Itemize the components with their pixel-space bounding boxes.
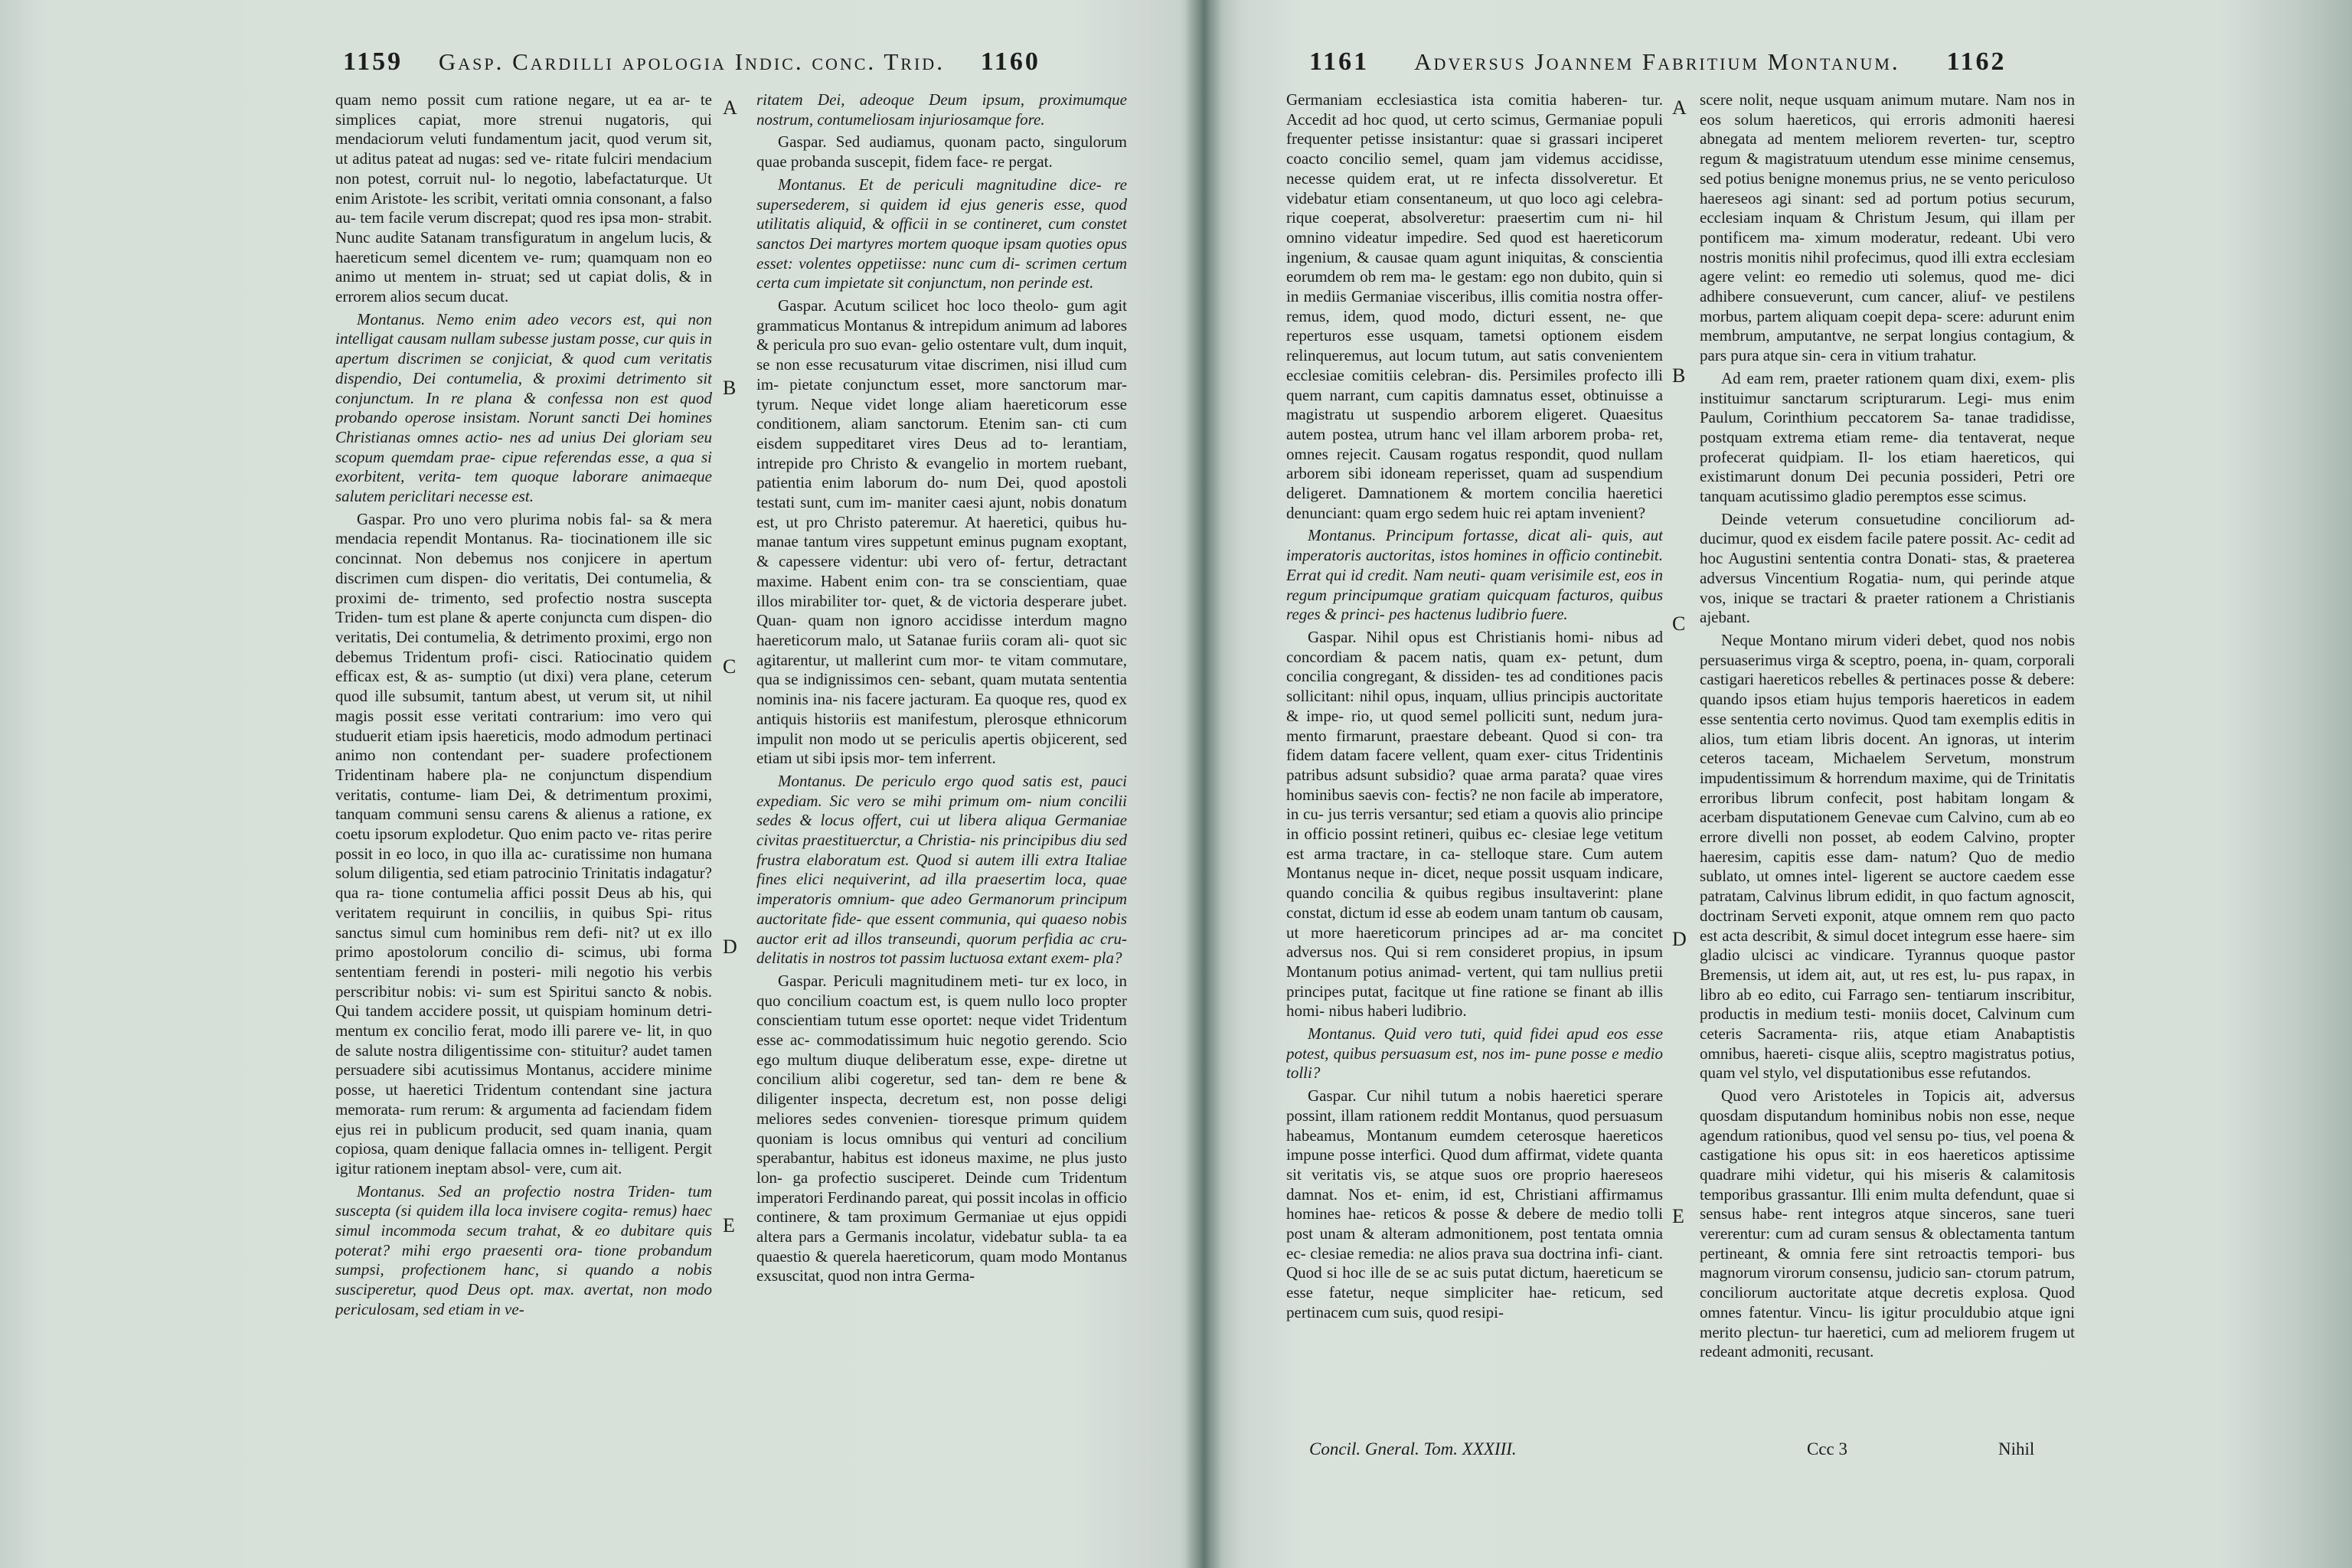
page-number-1162: 1162 [1946, 47, 2007, 76]
margin-letter-c: C [723, 655, 737, 678]
paragraph: Gaspar. Nihil opus est Christianis homi- nibus ad concordiam & pacem natis, quam ex- petunt, dum concilia congregant, & dissiden- tes ad conditiones pacis sollicitant: nihil opus, inquam, ullius principis auctoritate & impe- rio, ut quod semel polliciti sunt, nedum jura- mento firmarunt, praestare debeant. Quod si con- tra fidem datam facere vellent, quam exer- citus Tridentinis patribus adsunt subsidio? quae arma parata? quae vires hominibus saevis con- fectis? ne non facile ab imperatore, in cu- jus terris versantur; sed etiam a quovis alio principe in officio possint retineri, quibus ec- clesiae lege vetitum est arma tractare, in ca- stelloque stare. Cum autem Montanus neque in- dicet, neque possit usquam indicare, quando concilia & quibus regibus insultaverint: plane constat, dictum id esse ab eodem unam tantum ob causam, ut more haereticorum principes ad ar- ma concitet adversus nos. Qui si rem consideret propius, in ipsum Montanum potius animad- vertent, qui tam nullius pretii principes putat, facitque ut fine ratione se finant ab illis homi- nibus haberi ludibrio. [1286, 627, 1663, 1021]
paragraph: Quod vero Aristoteles in Topicis ait, adversus quosdam disputandum hominibus nobis non esse, neque agendum rationibus, quod vel sensu po- tius, vel poena & castigatione his opus sit: in eos haereticos aptissime quadrare mihi videtur, qui his miseris & calamitosis temporibus grassantur. Illi enim multa defendunt, quae si sensus habe- rent integros atque sinceros, sane tueri vererentur: cum ad curam sensus & oblectamenta tantum pertineant, & omnia fere sint retroactis tempori- bus magnorum virorum consensu, judicio san- ctorum patrum, conciliorum auctoritate atque decretis explosa. Quod omnes fatentur. Vincu- lis igitur proculdubio atque igni merito plectun- tur haeretici, cum ad meliorem frugem ut redeant admoniti, recusant. [1700, 1086, 2075, 1361]
signature-mark: Ccc 3 [1807, 1439, 1848, 1459]
paragraph: Montanus. Nemo enim adeo vecors est, qui non intelligat causam nullam subesse justam posse, cur quis in apertum discrimen se conjiciat, & quod cum veritatis dispendio, Dei contumelia, & proximi detrimento sit conjunctum. In re plana & confessa non est quod probando operose insistam. Norunt sancti Dei homines Christianas omnes actio- nes ad unius Dei gloriam seu scopum quemdam prae- cipue referendas esse, a qua si exorbitent, verita- tem quoque laborare animaeque salutem periclitari necesse est. [335, 309, 712, 506]
paragraph: Neque Montano mirum videri debet, quod nos nobis persuaserimus virga & sceptro, poena, in- quam, corporali castigari haereticos rebelles & pertinaces posse & debere: quando ipsos etiam hujus temporis haereticos in eadem esse sententia certo novimus. Quod tam exemplis editis in alios, tum etiam libris docent. An ignoras, ut interim ceteros taceam, Michaelem Servetum, monstrum impudentissimum & horrendum maxime, qui de Trinitatis erroribus librum confecit, post habitam longam & acerbam disputationem Genevae cum Calvino, cum ab eo errore divelli non posset, ab eodem Calvino, propter haeresim, capitis esse dam- natum? Quo de medio sublato, ut omnes intel- ligerent se auctore caedem esse patratam, Calvinus librum edidit, in quo factum agnoscit, doctrinam Serveti exponit, atque omnem rem quo pacto est acta describit, & simul docet integrum esse haere- sim gladio ulcisci ac vindicare. Tyrannus quoque pastor Bremensis, ut idem ait, aut, ut res est, lu- pus rapax, in libro ab eo edito, cui Farrago sen- tentiarum inscribitur, productis in medium testi- moniis docet, Calvinum cum ceteris Sacramenta- riis, atque etiam Anabaptistis omnibus, haereti- cisque aliis, sceptro magistratus potius, quam vel stylo, vel disputationibus esse refutandos. [1700, 630, 2075, 1083]
paragraph: ritatem Dei, adeoque Deum ipsum, proximumque nostrum, contumeliosam injuriosamque fore. [756, 90, 1127, 129]
footer-reference: Concil. Gneral. Tom. XXXIII. [1309, 1439, 1517, 1459]
paragraph: Gaspar. Acutum scilicet hoc loco theolo- gum agit grammaticus Montanus & intrepidum animum ad labores & pericula pro suo evan- gelio ostentare vult, dum inquit, se non esse recusaturum vitae discrimen, nisi illud cum im- pietate conjunctum esset, more sanctorum mar- tyrum. Neque videt longe aliam haereticorum esse conditionem, aliam sanctorum. Etenim san- cti cum eisdem suppeditaret vires Deus ad to- lerantiam, intrepide pro Christo & evangelio in mortem ruebant, patientia enim laborum do- num Dei, quod apostoli testati sunt, cum im- maniter caesi ajunt, nobis donatum est, ut pro Christo pateremur. At haeretici, quibus hu- manae tantum vires suppetunt eminus pugnam exoptant, & capessere videntur: ubi vero of- fertur, detractant maxime. Habent enim con- tra se conscientiam, quae illos mirabiliter tor- quet, & de victoria desperare jubet. Quan- quam non ignoro accidisse interdum magno haereticorum malo, ut Satanae furiis coram ali- quot sic agitarentur, ut mallerint cum mor- te vitam commutare, qua se indignissimos cen- sebant, quam mutata sententia nominis ina- nis facere jacturam. Ea quoque res, quod ex antiquis historiis est manifestum, plerosque ethnicorum impulit non modo ut se periculis apertis objicerent, sed etiam ut sibi ipsis mor- tem inferrent. [756, 296, 1127, 768]
paragraph: scere nolit, neque usquam animum mutare. Nam nos in eos solum haereticos, qui erroris admoniti haeresi abnegata ad mentem meliorem reverten- tur, sceptro regum & magistratuum utendum esse minime censemus, sed potius benigne monemus prius, ne se vento periculoso haereseos agi sinant: sed ad portum potius securum, ecclesiam inquam & Christum Jesum, qui illam per pontificem ma- ximum moderatur, redeant. Ubi vero nostris monitis nihil profecimus, quod illi extra ecclesiam agere velint: eo remedio uti solemus, quod me- dici adhibere consueverunt, cum cancer, aliuf- ve pestilens morbus, partem aliquam coepit depa- scere: adurunt enim membrum, amputantve, ne serpat longius contagium, & pars pura atque sin- cera in vitium trahatur. [1700, 90, 2075, 365]
margin-letter-a: A [1672, 96, 1687, 119]
page-footer [1309, 1439, 2060, 1459]
paragraph: Gaspar. Pro uno vero plurima nobis fal- sa & mera mendacia rependit Montanus. Ra- tiocinationem ille sic concinnat. Non debemus nos conjicere in apertum discrimen cum dispen- dio veritatis, Dei contumelia, & proximi de- trimento, sed profectio nostra suscepta Triden- tum est plane & aperte conjuncta cum dispen- dio veritatis, Dei contumelia, & detrimento proximi, ergo non debemus Tridentum profi- cisci. Ratiocinatio quidem efficax est, & as- sumptio (ut dixi) vera plane, ceterum quod ille subsumit, tantum abest, ut verum sit, ut nihil magis possit esse veritati contrarium: imo vero qui studuerit etiam ipsis haereticis, modo admodum pertinaci animo non contendant per- suadere profectionem Tridentinam habere pla- ne conjunctum dispendium veritatis, contume- liam Dei, & detrimentum proximi, tanquam communi sensu carens & alienus a ratione, ex coetu ipsorum explodetur. Quo enim pacto ve- ritas perire possit in eo loco, in quo illa ac- curatissime non humana solum diligentia, sed etiam patrocinio Trinitatis indagatur? qua ra- tione contumelia affici possit Deus ab his, qui veritatem requirunt in conciliis, in quibus Spi- ritus sanctus simul cum hominibus rem defi- nit? ut ex illo primo apostolorum concilio di- scimus, ubi forma sententiam ferendi in posteri- mili negotio his verbis perscribitur nobis: vi- sum est Spiritui sancto & nobis. Qui tandem accidere possit, ut quispiam hominum detri- mentum ex concilio ferat, modo illi parere ve- lit, in quo de salute nostra diligentissime con- stituitur? audet tamen persuadere sibi acutissimus Montanus, accidere minime posse, ut haeretici Tridentum contendant sine jactura memorata- rum rerum: & argumenta ad faciendam fidem ejus rei in publicum producit, sed quam inania, quam copiosa, quam denique fallacia omnes in- telligent. Pergit igitur rationem ineptam absol- vere, cum ait. [335, 509, 712, 1178]
margin-letter-a: A [723, 96, 737, 119]
page-number-1161: 1161 [1309, 47, 1370, 76]
paragraph: Deinde veterum consuetudine conciliorum ad- ducimur, quod ex eisdem facile patere possit. Ac- cedit ad hoc Augustini sententia contra Donati- stas, & praeterea adversus Vincentium Rogatia- num, qui perinde atque vos, inique se tractari & praeter rationem a Christianis ajebant. [1700, 509, 2075, 627]
margin-letter-b: B [723, 377, 737, 399]
running-head-right: Adversus Joannem Fabritium Montanum. [1414, 48, 1900, 75]
page-number-1159: 1159 [343, 47, 403, 76]
paragraph: Montanus. Quid vero tuti, quid fidei apud eos esse potest, quibus persuasum est, nos im- pune posse e medio tolli? [1286, 1024, 1663, 1083]
paragraph: Montanus. Sed an profectio nostra Triden- tum suscepta (si quidem illa loca invisere cogita- remus) haec simul incommoda secum trahat, & eo dubitare quis poterat? mihi ergo praesenti ora- tione probandum sumpsi, profectionem hanc, si quando a nobis susciperetur, quod Deus opt. max. avertat, non modo periculosam, sed etiam in ve- [335, 1181, 712, 1318]
right-page-header [1309, 47, 2007, 86]
paragraph: Gaspar. Cur nihil tutum a nobis haeretici sperare possint, illam rationem reddit Montanus, quod persuasum habeamus, Montanum eumdem ceterosque haereticos impune posse interfici. Quod dum affirmat, videte quanta sit veritatis vis, se atque suos ore proprio haereseos damnat. Nos et- enim, id est, Christiani affirmamus homines hae- reticos & posse & debere de medio tolli post unam & alteram admonitionem, post tentata omnia ec- clesiae remedia: ne alios prava sua doctrina infi- ciant. Quod si hoc ille de se ac suis putat dictum, haereticum se esse fatetur, neque simpliciter hae- reticum, sed pertinacem cum suis, quod resipi- [1286, 1086, 1663, 1321]
paragraph: Montanus. Principum fortasse, dicat ali- quis, aut imperatoris auctoritas, istos homines in officio continebit. Errat qui id credit. Nam neuti- quam verisimile est, eos in regum principumque gratiam quicquam facturos, quibus reges & princi- pes hactenus ludibrio fuere. [1286, 526, 1663, 624]
paragraph: Germaniam ecclesiastica ista comitia haberen- tur. Accedit ad hoc quod, ut certo scimus, Germaniae populi frequenter petisse insistantur: quae si grassari inciperet coacto concilio semel, quam jam videmus accidisse, necesse quidem erat, ut re infecta dissolveretur. Et videbatur etiam consentaneum, ut quo loco agi celebra- rique coeperat, absolveretur: praesertim cum ni- hil omnino videatur impedire. Sed quod est haereticorum ingenium, & causae quam agunt iniquitas, & conscientia eorumdem ob rem ma- le gestam: ego non dubito, quin si in mediis Germaniae visceribus, illis comitia nostra offer- remus, idem, quod modo, dicturi essent, ne- que reperturos esse usquam, tametsi optionem eisdem relinqueremus, aut locum tutum, aut satis convenientem ecclesiae comitiis celebran- dis. Persimiles profecto illi quem narrant, cum capitis damnatus esset, obtinuisse a magistratu ut suspendio arborem eligeret. Quaesitus autem postea, utrum hanc vel illam arborem proba- ret, omnes rejecit. Causam rogatus respondit, quod nullam arborem sibi idoneam reperisset, quam ad suspendium deligeret. Damnationem & mortem concilia haeretici denunciant: quam ergo sedem huic rei aptam invenient? [1286, 90, 1663, 522]
margin-letter-c: C [1672, 612, 1686, 635]
right-column-b [1700, 90, 2075, 1430]
margin-letter-e: E [1672, 1205, 1684, 1227]
paragraph: Ad eam rem, praeter rationem quam dixi, exem- plis instituimur sanctarum scripturarum. Legi- mus enim Paulum, Corinthium peccatorem Sa- tanae tradidisse, postquam extrema etiam reme- dia tentaverat, neque profecerat quidpiam. Il- los etiam haereticos, qui existimarunt donum Dei pecunia possideri, Petri ore tanquam acutissimo gladio peremptos esse scimus. [1700, 368, 2075, 506]
catchword: Nihil [1998, 1439, 2035, 1459]
right-column-a [1286, 90, 1663, 1430]
left-page-header [343, 47, 1040, 86]
margin-letter-d: D [1672, 928, 1687, 950]
running-head-left: Gasp. Cardilli apologia Indic. conc. Trid. [438, 48, 945, 75]
margin-letter-b: B [1672, 364, 1686, 387]
paragraph: Montanus. Et de periculi magnitudine dice- re supersederem, si quidem id ejus generis esse, quod utilitatis aliquid, & officii in se contineret, cum constet sanctos Dei martyres mortem quoque ipsam quoties opus esset: volentes oppetiisse: nunc cum di- scrimen certum certa cum impietate sit conjunctum, non perinde est. [756, 175, 1127, 292]
paragraph: Montanus. De periculo ergo quod satis est, pauci expediam. Sic vero se mihi primum om- nium concilii sedes & locus offert, cui ut libera aliqua Germaniae civitas praestituerctur, a Christia- nis principibus diu sed frustra elaboratum est. Quod si autem illi extra Italiae fines elici nequiverint, ad illa praesertim loca, quae imperatoris omnium- que adeo Germanorum principum auctoritate fide- que essent communia, qui quaeso nobis auctor erit ad illos transeundi, quorum perfidia ac cru- delitatis in nostros tot passim luctuosa extant exem- pla? [756, 771, 1127, 968]
margin-letter-d: D [723, 936, 737, 958]
right-page [1222, 0, 2352, 1568]
left-column-b [756, 90, 1127, 1446]
margin-letter-e: E [723, 1214, 735, 1236]
left-column-a [335, 90, 712, 1430]
paragraph: Gaspar. Periculi magnitudinem meti- tur ex loco, in quo concilium coactum est, is quem nullo loco propter conscientiam tutum esse oportet: neque videt Tridentum esse ac- commodatissimum huic negotio gerendo. Scio ego multum diuque deliberatum esse, expe- diretne ut concilium alibi cogeretur, sed tan- dem re bene & diligenter inspecta, decretum est, non posse deligi meliores sedes convenien- tioresque primum quidem quoniam is locus omnibus qui venturi ad concilium sperabantur, habitus est idoneus maxime, ne plus justo lon- ga profectio susciperet. Deinde cum Tridentum imperatori Ferdinando pareat, qui possit incolas in officio continere, & tam proximum Germaniae ut ejus oppidi altera pars a Germanis incolatur, videbatur subla- ta ea quaestio & querela haereticorum, quam modo Montanus exsuscitat, quod non intra Germa- [756, 971, 1127, 1285]
paragraph: Gaspar. Sed audiamus, quonam pacto, singulorum quae probanda suscepit, fidem face- re pergat. [756, 132, 1127, 172]
paragraph: quam nemo possit cum ratione negare, ut ea ar- te simplices capiat, more strenui nugatoris, qui mendaciorum veluti fundamentum jacit, quod verum sit, ut aditus pateat ad nugas: sed ve- ritate fulciri mendacium non potest, corruit nul- lo negotio, labefactaturque. Ut enim Aristote- les scribit, veritati omnia consonant, a falso au- tem facile verum discrepat; quod res ipsa mon- strabit. Nunc audite Satanam transfiguratum in angelum lucis, & haereticum semel dicentem ve- rum; quamquam non eo animo ut mentem in- struat; sed ut capiat dolis, & in errorem alios secum ducat. [335, 90, 712, 306]
page-number-1160: 1160 [980, 47, 1040, 76]
